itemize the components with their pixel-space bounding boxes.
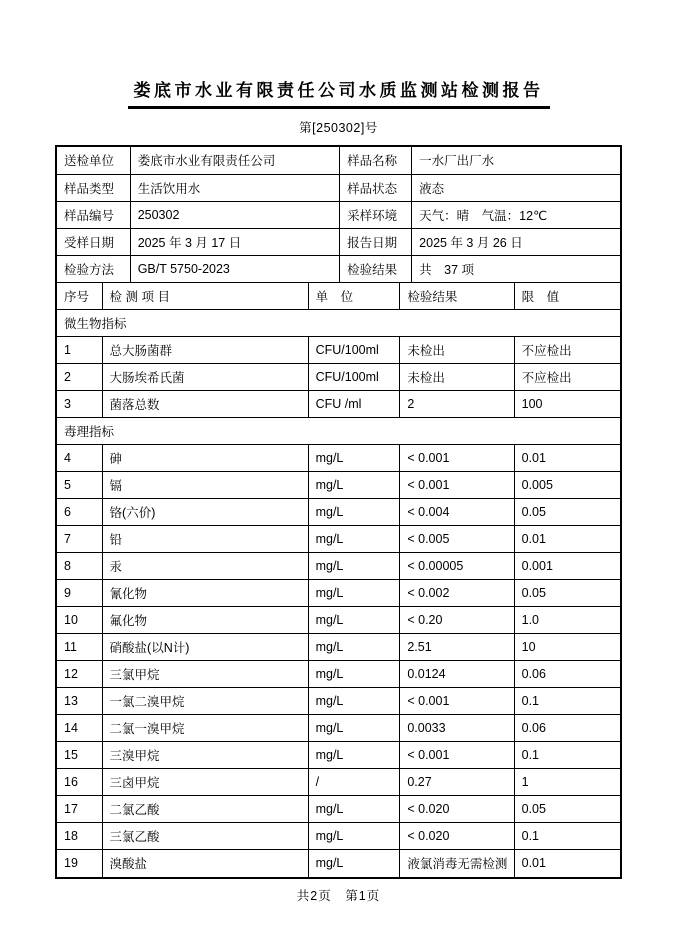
item-no-cell: 7 — [57, 526, 102, 553]
item-limit-cell: 0.06 — [514, 715, 620, 742]
item-unit-cell: mg/L — [308, 526, 400, 553]
item-no-cell: 11 — [57, 634, 102, 661]
item-result-cell: 2 — [400, 391, 514, 418]
info-value: 一水厂出厂水 — [412, 147, 620, 174]
info-label: 报告日期 — [340, 228, 412, 255]
item-result-cell: 未检出 — [400, 337, 514, 364]
item-limit-cell: 0.05 — [514, 796, 620, 823]
item-result-cell: < 0.020 — [400, 796, 514, 823]
info-label: 采样环境 — [340, 201, 412, 228]
item-limit-cell: 10 — [514, 634, 620, 661]
item-limit-cell: 不应检出 — [514, 337, 620, 364]
info-label: 送检单位 — [57, 147, 130, 174]
item-name-cell: 一氯二溴甲烷 — [102, 688, 308, 715]
info-label: 检验结果 — [340, 255, 412, 282]
item-limit-cell: 0.05 — [514, 580, 620, 607]
info-label: 样品状态 — [340, 174, 412, 201]
item-limit-cell: 0.001 — [514, 553, 620, 580]
item-unit-cell: mg/L — [308, 796, 400, 823]
section-label: 微生物指标 — [57, 310, 620, 337]
item-result-cell: < 0.001 — [400, 742, 514, 769]
info-value: 天气：晴 气温：12℃ — [412, 201, 620, 228]
item-no-cell: 19 — [57, 850, 102, 877]
item-result-cell: < 0.00005 — [400, 553, 514, 580]
test-items-table — [57, 283, 620, 877]
report-table-container — [55, 145, 622, 879]
info-value: GB/T 5750-2023 — [130, 255, 339, 282]
info-value: 液态 — [412, 174, 620, 201]
item-unit-cell: mg/L — [308, 688, 400, 715]
col-header-limit: 限 值 — [514, 283, 620, 310]
item-name-cell: 氟化物 — [102, 607, 308, 634]
page-pagination: 共2页 第1页 — [296, 888, 381, 903]
item-limit-cell: 0.01 — [514, 850, 620, 877]
info-row — [57, 174, 620, 201]
item-limit-cell: 0.005 — [514, 472, 620, 499]
item-name-cell: 镉 — [102, 472, 308, 499]
section-row — [57, 310, 620, 337]
item-no-cell: 3 — [57, 391, 102, 418]
item-row — [57, 688, 620, 715]
item-limit-cell: 0.06 — [514, 661, 620, 688]
item-limit-cell: 100 — [514, 391, 620, 418]
item-row — [57, 445, 620, 472]
item-limit-cell: 0.1 — [514, 823, 620, 850]
info-row — [57, 147, 620, 174]
item-unit-cell: mg/L — [308, 661, 400, 688]
item-row — [57, 607, 620, 634]
info-label: 样品编号 — [57, 201, 130, 228]
item-result-cell: 2.51 — [400, 634, 514, 661]
item-no-cell: 14 — [57, 715, 102, 742]
item-unit-cell: mg/L — [308, 823, 400, 850]
item-limit-cell: 0.1 — [514, 688, 620, 715]
item-row — [57, 742, 620, 769]
item-no-cell: 6 — [57, 499, 102, 526]
item-unit-cell: mg/L — [308, 634, 400, 661]
item-row — [57, 715, 620, 742]
item-unit-cell: mg/L — [308, 742, 400, 769]
item-result-cell: 0.0033 — [400, 715, 514, 742]
item-name-cell: 三溴甲烷 — [102, 742, 308, 769]
item-no-cell: 16 — [57, 769, 102, 796]
item-name-cell: 汞 — [102, 553, 308, 580]
item-name-cell: 总大肠菌群 — [102, 337, 308, 364]
item-limit-cell: 1.0 — [514, 607, 620, 634]
item-unit-cell: mg/L — [308, 499, 400, 526]
item-row — [57, 796, 620, 823]
item-row — [57, 337, 620, 364]
item-row — [57, 499, 620, 526]
item-result-cell: < 0.002 — [400, 580, 514, 607]
item-result-cell: < 0.001 — [400, 445, 514, 472]
item-limit-cell: 1 — [514, 769, 620, 796]
item-no-cell: 12 — [57, 661, 102, 688]
item-limit-cell: 0.1 — [514, 742, 620, 769]
col-header-unit: 单 位 — [308, 283, 400, 310]
col-header-result: 检验结果 — [400, 283, 514, 310]
item-result-cell: 0.0124 — [400, 661, 514, 688]
item-name-cell: 三卤甲烷 — [102, 769, 308, 796]
item-result-cell: < 0.20 — [400, 607, 514, 634]
item-result-cell: 未检出 — [400, 364, 514, 391]
item-name-cell: 二氯一溴甲烷 — [102, 715, 308, 742]
report-number: 第[250302]号 — [299, 121, 378, 135]
info-label: 检验方法 — [57, 255, 130, 282]
item-row — [57, 661, 620, 688]
item-limit-cell: 不应检出 — [514, 364, 620, 391]
item-unit-cell: mg/L — [308, 850, 400, 877]
item-no-cell: 2 — [57, 364, 102, 391]
item-row — [57, 823, 620, 850]
item-name-cell: 三氯乙酸 — [102, 823, 308, 850]
item-row — [57, 364, 620, 391]
info-row — [57, 201, 620, 228]
item-unit-cell: CFU /ml — [308, 391, 400, 418]
item-unit-cell: mg/L — [308, 580, 400, 607]
sample-info-table — [57, 147, 620, 283]
item-name-cell: 铬(六价) — [102, 499, 308, 526]
item-no-cell: 15 — [57, 742, 102, 769]
item-unit-cell: / — [308, 769, 400, 796]
item-name-cell: 砷 — [102, 445, 308, 472]
items-header-row — [57, 283, 620, 310]
info-label: 受样日期 — [57, 228, 130, 255]
item-result-cell: < 0.001 — [400, 688, 514, 715]
item-row — [57, 526, 620, 553]
item-result-cell: < 0.005 — [400, 526, 514, 553]
section-row — [57, 418, 620, 445]
info-value: 250302 — [130, 201, 339, 228]
info-value: 生活饮用水 — [130, 174, 339, 201]
title-block — [0, 0, 677, 109]
item-unit-cell: CFU/100ml — [308, 364, 400, 391]
item-unit-cell: mg/L — [308, 472, 400, 499]
item-no-cell: 10 — [57, 607, 102, 634]
item-limit-cell: 0.01 — [514, 526, 620, 553]
item-name-cell: 菌落总数 — [102, 391, 308, 418]
info-row — [57, 228, 620, 255]
item-no-cell: 17 — [57, 796, 102, 823]
item-no-cell: 4 — [57, 445, 102, 472]
item-no-cell: 13 — [57, 688, 102, 715]
item-unit-cell: mg/L — [308, 445, 400, 472]
report-title: 娄底市水业有限责任公司水质监测站检测报告 — [128, 76, 550, 109]
info-label: 样品类型 — [57, 174, 130, 201]
item-name-cell: 三氯甲烷 — [102, 661, 308, 688]
item-unit-cell: mg/L — [308, 607, 400, 634]
item-unit-cell: CFU/100ml — [308, 337, 400, 364]
item-result-cell: < 0.004 — [400, 499, 514, 526]
item-no-cell: 18 — [57, 823, 102, 850]
info-value: 2025 年 3 月 26 日 — [412, 228, 620, 255]
item-name-cell: 氰化物 — [102, 580, 308, 607]
item-row — [57, 472, 620, 499]
item-limit-cell: 0.01 — [514, 445, 620, 472]
item-row — [57, 553, 620, 580]
col-header-no: 序号 — [57, 283, 102, 310]
item-name-cell: 铅 — [102, 526, 308, 553]
item-no-cell: 5 — [57, 472, 102, 499]
info-value: 共 37 项 — [412, 255, 620, 282]
item-name-cell: 大肠埃希氏菌 — [102, 364, 308, 391]
item-name-cell: 硝酸盐(以N计) — [102, 634, 308, 661]
info-label: 样品名称 — [340, 147, 412, 174]
item-result-cell: < 0.020 — [400, 823, 514, 850]
item-row — [57, 634, 620, 661]
info-value: 2025 年 3 月 17 日 — [130, 228, 339, 255]
info-row — [57, 255, 620, 282]
item-no-cell: 1 — [57, 337, 102, 364]
item-row — [57, 391, 620, 418]
item-row — [57, 580, 620, 607]
col-header-name: 检 测 项 目 — [102, 283, 308, 310]
section-label: 毒理指标 — [57, 418, 620, 445]
item-no-cell: 8 — [57, 553, 102, 580]
item-result-cell: 液氯消毒无需检测 — [400, 850, 514, 877]
item-name-cell: 二氯乙酸 — [102, 796, 308, 823]
item-result-cell: < 0.001 — [400, 472, 514, 499]
info-value: 娄底市水业有限责任公司 — [130, 147, 339, 174]
item-no-cell: 9 — [57, 580, 102, 607]
item-row — [57, 850, 620, 877]
item-row — [57, 769, 620, 796]
item-unit-cell: mg/L — [308, 715, 400, 742]
item-name-cell: 溴酸盐 — [102, 850, 308, 877]
item-unit-cell: mg/L — [308, 553, 400, 580]
item-limit-cell: 0.05 — [514, 499, 620, 526]
item-result-cell: 0.27 — [400, 769, 514, 796]
